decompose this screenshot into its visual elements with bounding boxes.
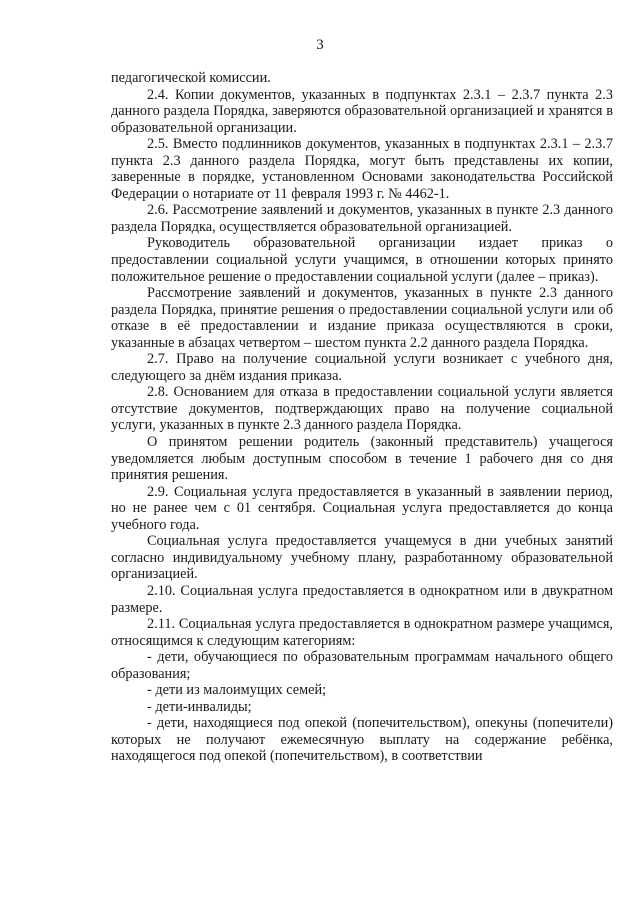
paragraph: Социальная услуга предоставляется учащемуся в дни учебных занятий согласно индивидуальному учебному плану, разработанному образовательной организацией. [111, 533, 613, 583]
paragraph: Руководитель образовательной организации издает приказ о предоставлении социальной услуги учащимся, в отношении которых принято положительное решение о предоставлении социальной услуги (далее – приказ). [111, 235, 613, 285]
page-number: 3 [316, 37, 324, 53]
paragraph: 2.10. Социальная услуга предоставляется в однократном или в двукратном размере. [111, 582, 613, 616]
paragraph: - дети, обучающиеся по образовательным программам начального общего образования; [111, 649, 613, 682]
paragraph: 2.7. Право на получение социальной услуги возникает с учебного дня, следующего за днём издания приказа. [111, 351, 613, 384]
paragraph: - дети-инвалиды; [147, 698, 252, 715]
document-body [111, 70, 613, 765]
paragraph: Рассмотрение заявлений и документов, указанных в пункте 2.3 данного раздела Порядка, принятие решения о предоставлении социальной услуги или об отказе в её предоставлении и издание приказа осуществляются в сроки, указанные в абзацах четвертом – шестом пункта 2.2 данного раздела Порядка. [111, 285, 613, 351]
paragraph: 2.6. Рассмотрение заявлений и документов, указанных в пункте 2.3 данного раздела Порядка, осуществляется образовательной организацией. [111, 202, 613, 235]
paragraph: 2.4. Копии документов, указанных в подпунктах 2.3.1 – 2.3.7 пункта 2.3 данного раздела Порядка, заверяются образовательной организацией и хранятся в образовательной организации. [111, 86, 613, 136]
paragraph: 2.11. Социальная услуга предоставляется в однократном размере учащимся, относящимся к следующим категориям: [111, 616, 613, 649]
paragraph: 2.9. Социальная услуга предоставляется в указанный в заявлении период, но не ранее чем с 01 сентября. Социальная услуга предоставляется до конца учебного года. [111, 483, 613, 533]
paragraph: 2.5. Вместо подлинников документов, указанных в подпунктах 2.3.1 – 2.3.7 пункта 2.3 данного раздела Порядка, могут быть представлены их копии, заверенные в порядке, установленном Основами законодательства Российской Федерации о нотариате от 11 февраля 1993 г. № 4462-1. [111, 136, 613, 202]
paragraph: - дети, находящиеся под опекой (попечительством), опекуны (попечители) которых не получают ежемесячную выплату на содержание ребёнка, находящегося под опекой (попечительством), в соответствии [111, 715, 613, 765]
paragraph: педагогической комиссии. [111, 70, 271, 86]
paragraph: О принятом решении родитель (законный представитель) учащегося уведомляется любым доступным способом в течение 1 рабочего дня со дня принятия решения. [111, 434, 613, 484]
paragraph: - дети из малоимущих семей; [147, 682, 327, 699]
paragraph: 2.8. Основанием для отказа в предоставлении социальной услуги является отсутствие документов, подтверждающих право на получение социальной услуги, указанных в пункте 2.3 данного раздела Порядка. [111, 384, 613, 434]
